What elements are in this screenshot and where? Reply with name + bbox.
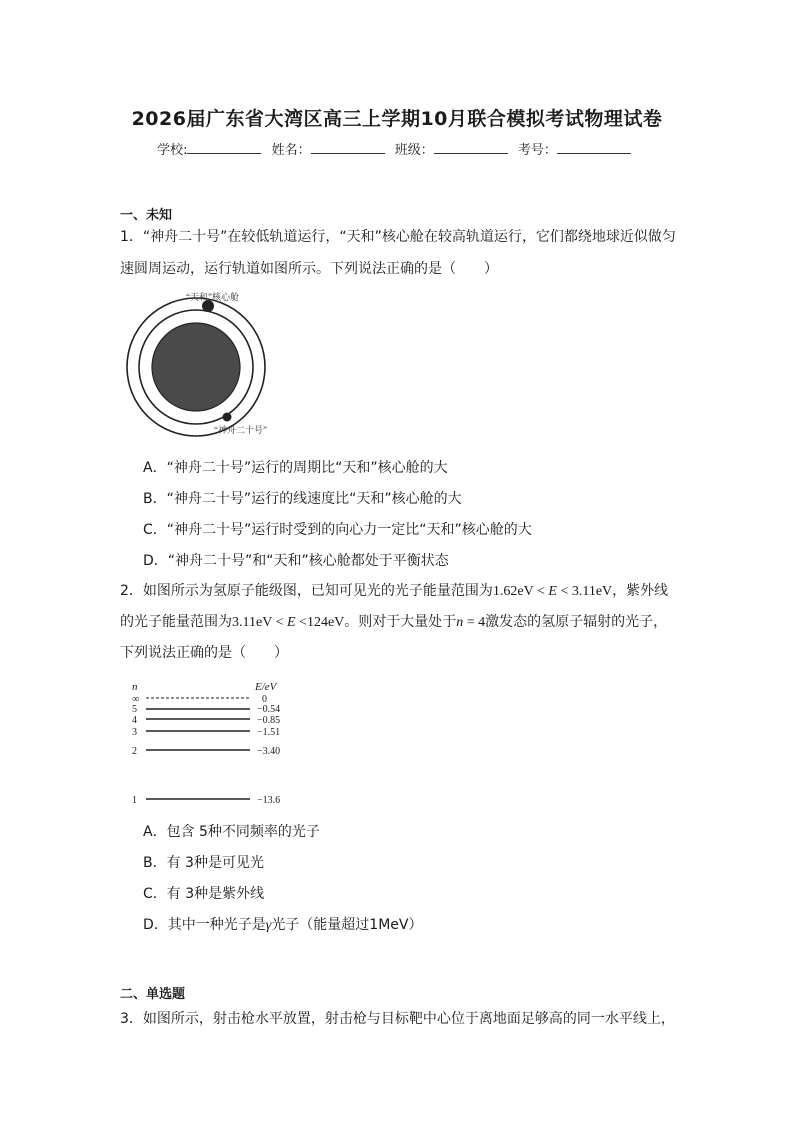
level-n-1: 1	[132, 795, 137, 806]
q2-math-uv-max: 124eV	[306, 615, 345, 630]
name-blank	[311, 141, 385, 154]
number-label: 考号：	[517, 143, 557, 158]
n-axis-label: n	[132, 681, 138, 693]
student-info-row	[0, 139, 794, 158]
q2-var-e: E	[548, 584, 557, 599]
q2-option-c: C．有 3种是紫外线	[143, 886, 265, 902]
section-heading-1: 一、未知	[120, 208, 173, 223]
level-e-5: −0.54	[257, 704, 281, 715]
shenzhou-label: “神舟二十号”	[214, 425, 267, 435]
level-n-4: 4	[132, 715, 137, 726]
q1-option-a: A．“神舟二十号”运行的周期比“天和”核心舱的大	[143, 460, 448, 476]
level-n-5: 5	[132, 704, 137, 715]
q2-var-n: n	[456, 615, 464, 630]
question-1-line-1: 1．“神舟二十号”在较低轨道运行，“天和”核心舱在较高轨道运行，它们都绕地球近似做匀	[120, 229, 676, 245]
q2-text-e: 激发态的氢原子辐射的光子，	[485, 614, 668, 630]
energy-axis-label: E/eV	[255, 681, 277, 693]
q2-lt: <	[272, 615, 287, 630]
q2-math-visible-max: 3.11eV	[571, 584, 613, 599]
orbit-figure	[118, 290, 278, 440]
question-3-line-1: 3．如图所示，射击枪水平放置，射击枪与目标靶中心位于离地面足够高的同一水平线上，	[120, 1011, 675, 1027]
level-n-inf: ∞	[132, 694, 140, 705]
page-title: 2026届广东省大湾区高三上学期10月联合模拟考试物理试卷	[131, 108, 663, 130]
q2-option-b: B．有 3种是可见光	[143, 855, 264, 871]
q2-lt: <	[533, 584, 549, 599]
question-2-line-2	[120, 612, 667, 633]
name-label: 姓名：	[271, 143, 311, 158]
question-2-line-1	[120, 581, 668, 602]
q2-text-b: ，紫外线	[612, 583, 669, 599]
q2-math-n4: = 4	[463, 615, 486, 630]
q2-text-a: 2．如图所示为氢原子能级图，已知可见光的光子能量范围为	[120, 583, 493, 599]
q1-option-d: D．“神舟二十号”和“天和”核心舱都处于平衡状态	[143, 553, 449, 569]
class-blank	[434, 141, 508, 154]
number-blank	[557, 141, 631, 154]
section-heading-2: 二、单选题	[120, 987, 186, 1002]
level-e-3: −1.51	[257, 727, 281, 738]
q2-math-uv-min: 3.11eV	[232, 615, 273, 630]
energy-level-diagram	[128, 678, 308, 808]
school-blank	[187, 141, 261, 154]
shenzhou-spacecraft	[223, 413, 232, 422]
q2-text-c: 的光子能量范围为	[120, 614, 232, 630]
gamma-symbol: γ	[265, 918, 272, 933]
q2-option-d	[143, 914, 423, 934]
q2-lt: <	[556, 584, 572, 599]
q1-option-c: C．“神舟二十号”运行时受到的向心力一定比“天和”核心舱的大	[143, 522, 532, 538]
q2-var-e: E	[286, 615, 296, 630]
level-e-1: −13.6	[257, 795, 281, 806]
level-n-3: 3	[132, 727, 137, 738]
school-label: 学校:	[157, 143, 188, 158]
q2-math-visible-min: 1.62eV	[492, 584, 534, 599]
class-label: 班级：	[394, 143, 434, 158]
question-1-line-2: 速圆周运动，运行轨道如图所示。下列说法正确的是（ ）	[120, 261, 498, 277]
tianhe-label: “天和”核心舱	[186, 292, 239, 302]
level-n-2: 2	[132, 746, 137, 757]
q2-text-d: 。则对于大量处于	[344, 614, 457, 630]
q2-option-d-text-b: 光子（能量超过1MeV）	[271, 917, 423, 933]
q2-option-a: A．包含 5种不同频率的光子	[143, 824, 320, 840]
question-2-line-3: 下列说法正确的是（ ）	[120, 645, 288, 661]
level-e-4: −0.85	[257, 715, 281, 726]
q1-option-b: B．“神舟二十号”运行的线速度比“天和”核心舱的大	[143, 491, 462, 507]
earth	[152, 323, 240, 411]
level-e-inf: 0	[262, 694, 267, 705]
q2-lt: <	[295, 615, 307, 630]
q2-option-d-text-a: D．其中一种光子是	[143, 917, 266, 933]
level-e-2: −3.40	[257, 746, 281, 757]
